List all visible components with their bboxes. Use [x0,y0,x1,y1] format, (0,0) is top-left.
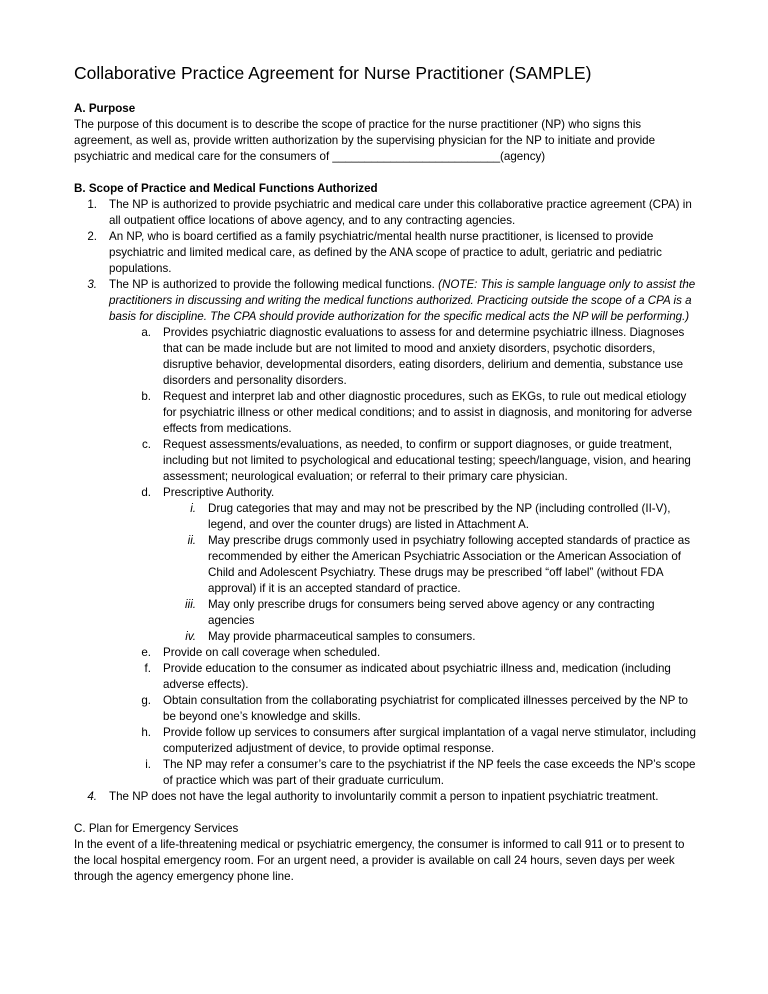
list-text: The NP does not have the legal authority to involuntarily commit a person to inpatient psychiatric treatment. [109,790,659,803]
list-number: 2. [87,230,97,243]
list-text: Request and interpret lab and other diagnostic procedures, such as EKGs, to rule out medical etiology for psychiatric illness or other medical conditions; and to assist in diagnosis, and monitoring for adverse effects from medications. [163,390,693,435]
section-a-text: The purpose of this document is to describe the scope of practice for the nurse practitioner (NP) who signs this agreement, as well as, provide written authorization by the supervising physician for the NP to initiate and provide psychiatric and medical care for the consumers of __________________________(agency) [74,118,656,163]
sub-item-a [74,325,696,389]
list-text: Drug categories that may and may not be prescribed by the NP (including controlled (II-V), legend, and over the counter drugs) are listed in Attachment A. [208,502,671,531]
list-item-2 [74,229,696,277]
list-item-3 [74,277,696,325]
spacer [74,165,696,181]
list-roman: iv. [185,630,196,643]
sub-item-g [74,693,696,725]
roman-item-iv [74,629,696,645]
list-roman: i. [190,502,196,515]
list-note: (NOTE: This is sample language only to assist the practitioners in discussing and writing the medical functions authorized. Practicing outside the scope of a CPA is a basis for discipline. The CPA should provide authorization for the specific medical acts the NP will be performing.) [109,278,696,323]
sub-item-c [74,437,696,485]
sub-item-d [74,485,696,501]
section-a-heading: A. Purpose [74,102,136,115]
page-title: Collaborative Practice Agreement for Nurse Practitioner (SAMPLE) [74,63,592,83]
list-roman: ii. [187,534,196,547]
spacer [74,805,696,821]
list-text: An NP, who is board certified as a family psychiatric/mental health nurse practitioner, is licensed to provide psychiatric and limited medical care, as defined by the ANA scope of practice to adult, geriatric and pediatric populations. [109,230,662,275]
list-item-4 [74,789,696,805]
sub-item-h [74,725,696,757]
list-letter: c. [141,438,151,451]
document-page [74,62,696,885]
section-c-heading: C. Plan for Emergency Services [74,822,239,835]
roman-item-iii [74,597,696,629]
list-text: Provide on call coverage when scheduled. [163,646,381,659]
list-letter: a. [141,326,151,339]
list-letter: h. [141,726,151,739]
list-letter: e. [141,646,151,659]
list-roman: iii. [185,598,196,611]
list-text: May only prescribe drugs for consumers being served above agency or any contracting agencies [208,598,655,627]
list-text: Obtain consultation from the collaborating psychiatrist for complicated illnesses perceived by the NP to be beyond one’s knowledge and skills. [163,694,688,723]
list-text: Prescriptive Authority. [163,486,275,499]
list-text-wrapper [109,277,696,325]
roman-item-ii [74,533,696,597]
list-letter: b. [141,390,151,403]
list-text: Request assessments/evaluations, as needed, to confirm or support diagnoses, or guide treatment, including but not limited to psychological and educational testing; speech/language, vision, and hearing assessment; neurological evaluation; or referral to their primary care physician. [163,438,691,483]
roman-item-i [74,501,696,533]
list-text: The NP may refer a consumer’s care to the psychiatrist if the NP feels the case exceeds the NP’s scope of practice which was part of their graduate curriculum. [163,758,696,787]
list-text: The NP is authorized to provide the following medical functions. [109,278,439,291]
section-b-heading: B. Scope of Practice and Medical Functions Authorized [74,182,378,195]
list-text: Provides psychiatric diagnostic evaluations to assess for and determine psychiatric illness. Diagnoses that can be made include but are not limited to mood and anxiety disorders, psychotic disorders, disruptive behavior, developmental disorders, eating disorders, delirium and dementia, substance use disorders and personality disorders. [163,326,685,387]
list-letter: i. [145,758,151,771]
list-text: The NP is authorized to provide psychiatric and medical care under this collaborative practice agreement (CPA) in all outpatient office locations of above agency, and to any contracting agencies. [109,198,692,227]
section-c-text: In the event of a life-threatening medical or psychiatric emergency, the consumer is informed to call 911 or to present to the local hospital emergency room. For an urgent need, a provider is available on call 24 hours, seven days per week through the agency emergency phone line. [74,838,685,883]
sub-item-f [74,661,696,693]
list-number: 1. [87,198,97,211]
list-number: 4. [87,790,97,803]
list-letter: f. [144,662,151,675]
list-item-1 [74,197,696,229]
list-letter: d. [141,486,151,499]
sub-item-i [74,757,696,789]
list-number: 3. [87,278,97,291]
list-letter: g. [141,694,151,707]
sub-item-b [74,389,696,437]
list-text: Provide education to the consumer as indicated about psychiatric illness and, medication (including adverse effects). [163,662,671,691]
list-text: May prescribe drugs commonly used in psychiatry following accepted standards of practice as recommended by either the American Psychiatric Association or the American Association of Child and Adolescent Psychiatry. These drugs may be prescribed “off label” (without FDA approval) if it is an accepted standard of practice. [208,534,691,595]
list-text: May provide pharmaceutical samples to consumers. [208,630,476,643]
sub-item-e [74,645,696,661]
list-text: Provide follow up services to consumers after surgical implantation of a vagal nerve stimulator, including computerized adjustment of device, to provide optimal response. [163,726,696,755]
